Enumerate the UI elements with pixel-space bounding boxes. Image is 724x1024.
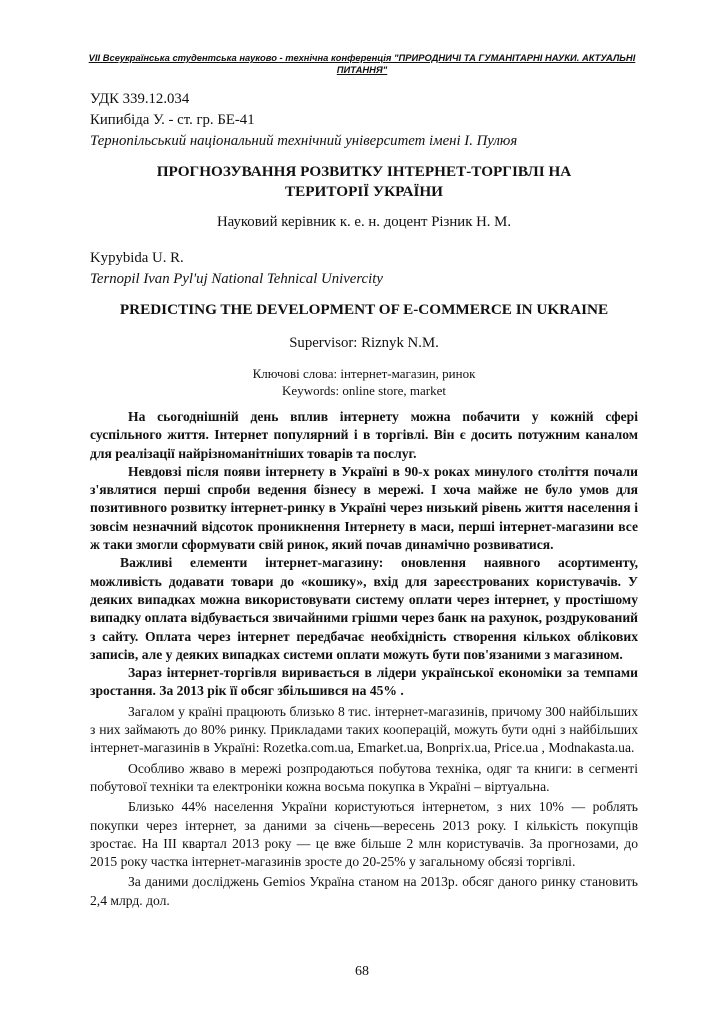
supervisor-ua: Науковий керівник к. е. н. доцент Різник Н. М. [216,214,512,230]
keywords-en: Keywords: online store, market [282,382,446,398]
title-ua-line1: ПРОГНОЗУВАННЯ РОЗВИТКУ ІНТЕРНЕТ-ТОРГІВЛІ НА [156,163,572,180]
university-en: Ternopil Ivan Pyl'uj National Tehnical Univercity [90,271,383,287]
university-ua: Тернопільський національний технічний університет імені І. Пулюя [90,133,518,149]
body-text [90,408,638,910]
paragraph-7: Близько 44% населення України користуються інтернетом, з них 10% — роблять покупки через інтернет, за даними за січень—вересень 2013 року. І кількість покупців зростає. На ІІІ квартал 2013 року — це вже більше 2 млн користувачів. За прогнозами, до 2015 року частка інтернет-магазинів зросте до 20-25% у загальному обсязі торгівлі. [90,799,638,870]
supervisor-en: Supervisor: Riznyk N.M. [289,335,439,351]
paragraph-1: На сьогоднішній день вплив інтернету можна побачити у кожній сфері суспільного життя. Інтернет популярний і в торгівлі. Він є досить потужним каналом для реалізації найрізноманітніших товарів та послуг. [90,409,638,461]
author-block-ua [90,89,638,152]
author-block-en [90,248,638,290]
paragraph-6: Особливо жваво в мережі розпродаються побутова техніка, одяг та книги: в сегменті побутової техніки та електроніки кожна восьма покупка в Україні – віртуальна. [90,760,638,794]
udc-code: УДК 339.12.034 [90,91,190,107]
paragraph-8: За даними досліджень Gemios Україна станом на 2013р. обсяг даного ринку становить 2,4 млрд. дол. [90,874,638,908]
paragraph-4: Зараз інтернет-торгівля виривається в лідери української економіки за темпами зростання. За 2013 рік її обсяг збільшився на 45% . [90,665,638,699]
title-en: PREDICTING THE DEVELOPMENT OF E-COMMERCE IN UKRAINE [119,301,609,318]
paragraph-2: Невдовзі після появи інтернету в Україні в 90-х роках минулого століття почали з'являтися перші спроби ведення бізнесу в мережі. І хоча майже не було умов для позитивного розвитку інтернет-ринку в Україні через низький рівень життя населення і зовсім незначний відсоток проникнення Інтернету в маси, перші інтернет-магазини все ж таки змогли сформувати свій ринок, який почав динамічно розвиватися. [90,463,638,553]
paragraph-3: Важливі елементи інтернет-магазину: оновлення наявного асортименту, можливість додавати товари до «кошику», вхід для зареєстрованих користувачів. У деяких випадках можна використовувати систему оплати через інтернет, у простішому випадку оплата відбувається звичайними грішми через банк на рахунок, роздрукований з сайту. Оплата через інтернет передбачає необхідність створення кількох облікових записів, але у деяких випадках системи оплати можуть бути пов'язаними з магазином. [90,555,638,662]
page-number: 68 [355,964,369,979]
keywords-ua: Ключові слова: інтернет-магазин, ринок [252,366,476,381]
title-ua-line2: ТЕРИТОРІЇ УКРАЇНИ [285,183,443,200]
author-en: Kypybida U. R. [90,250,184,266]
paragraph-5: Загалом у країні працюють близько 8 тис. інтернет-магазинів, причому 300 найбільших з них займають до 80% ринку. Прикладами таких кооперацій, можуть бути одні з найбільших інтернет-магазинів в Україні: Rozetka.com.ua, Emarket.ua, Bonprix.ua, Price.ua , Modnakasta.ua. [90,703,638,756]
conference-header: VII Всеукраїнська студентська науково - технічна конференція "ПРИРОДНИЧІ ТА ГУМАНІТАРНІ НАУКИ. АКТУАЛЬНІ ПИТАННЯ" [88,52,636,75]
author-ua: Кипибіда У. - ст. гр. БЕ-41 [90,112,255,128]
title-ua [90,162,638,202]
keywords-block [90,366,638,399]
